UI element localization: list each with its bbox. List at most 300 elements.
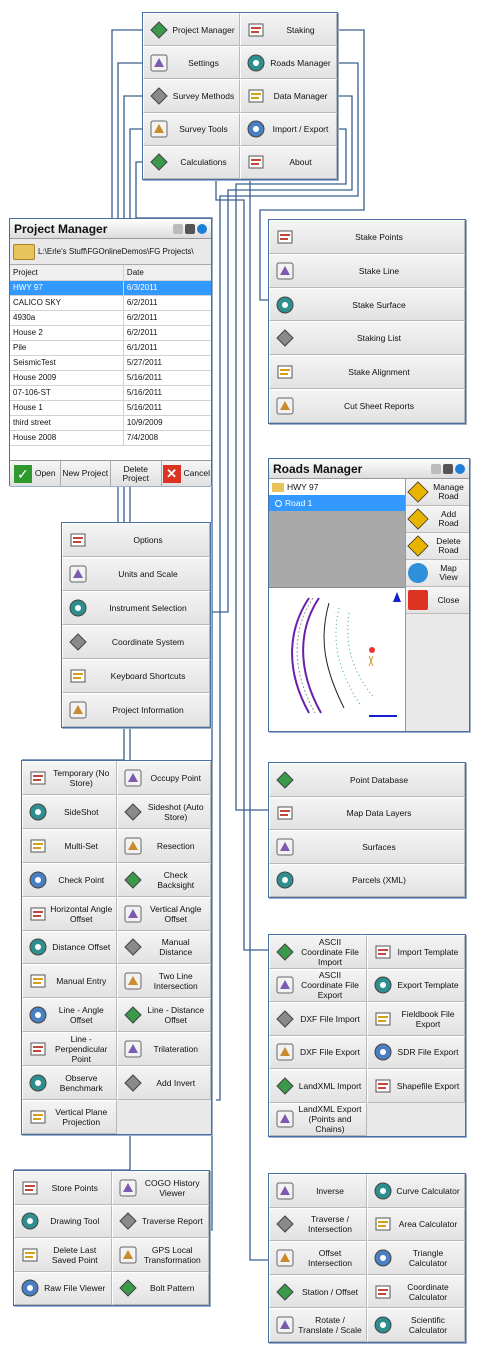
table-row[interactable] [10, 295, 211, 310]
window-title: Project Manager [14, 221, 108, 236]
menu-item-label: Stake Surface [352, 299, 406, 310]
menu-item-label: GPS Local Transformation [143, 1244, 201, 1265]
new-project-button[interactable]: New Project [61, 461, 112, 486]
units-and-scale-icon [66, 562, 90, 586]
sideshot-icon [26, 800, 50, 824]
menu-item-label: Stake Alignment [348, 367, 410, 378]
delete-last-saved-point-icon [18, 1243, 42, 1267]
survey-tools-menu [13, 1170, 210, 1306]
menu-item-label: Fieldbook File Export [401, 1008, 455, 1029]
check-point-button[interactable] [22, 863, 117, 897]
shapefile-export-button[interactable] [367, 1069, 465, 1103]
menu-item-label: Scientific Calculator [408, 1315, 448, 1336]
menu-item-label: Temporary (No Store) [53, 767, 110, 788]
folder-icon[interactable] [13, 244, 35, 260]
coordinate-calculator-icon [371, 1280, 395, 1304]
station-offset-button[interactable] [269, 1275, 367, 1309]
menu-item-label: Triangle Calculator [408, 1247, 448, 1268]
line-distance-offset-button[interactable] [117, 998, 212, 1032]
menu-item-label: Traverse Report [141, 1216, 203, 1227]
project-name-cell: SeismicTest [10, 355, 123, 370]
menu-item-label: Import Template [397, 946, 459, 957]
menu-item-label: Parcels (XML) [352, 875, 406, 886]
fieldbook-file-export-button[interactable] [367, 1002, 465, 1036]
rotate-translate-scale-button[interactable] [269, 1308, 367, 1342]
units-and-scale-button[interactable] [62, 557, 210, 591]
stake-line-button[interactable] [269, 254, 465, 288]
area-calculator-icon [371, 1212, 395, 1236]
project-name-cell: CALICO SKY [10, 295, 123, 310]
scientific-calculator-button[interactable] [367, 1308, 465, 1342]
manual-entry-icon [26, 969, 50, 993]
delete-last-saved-point-button[interactable] [14, 1238, 112, 1272]
staking-list-icon [273, 326, 297, 350]
table-row[interactable] [10, 310, 211, 325]
delete-project-button[interactable]: Delete Project [111, 461, 162, 486]
settings-button[interactable] [143, 46, 240, 79]
menu-item-label: Project Information [112, 705, 184, 715]
two-line-intersection-button[interactable] [117, 964, 212, 998]
store-points-button[interactable] [14, 1171, 112, 1205]
menu-item-label: Offset Intersection [308, 1247, 352, 1268]
staking-list-button[interactable] [269, 321, 465, 355]
menu-item-label: Roads Manager [270, 57, 331, 68]
line-distance-offset-icon [121, 1003, 145, 1027]
stake-points-icon [273, 225, 297, 249]
project-date-cell: 7/4/2008 [123, 430, 211, 445]
toolbox-icon [147, 117, 171, 141]
menu-item-label: Manual Entry [56, 976, 107, 987]
cogo-history-viewer-button[interactable] [112, 1171, 210, 1205]
project-name-cell: HWY 97 [10, 280, 123, 295]
menu-item-label: Survey Tools [179, 124, 228, 135]
landxml-export-points-and-chains-icon [273, 1107, 297, 1131]
add-invert-icon [121, 1071, 145, 1095]
export-template-icon [371, 973, 395, 997]
compass-icon [147, 84, 171, 108]
button-label: Map View [439, 563, 458, 582]
dxf-file-import-button[interactable] [269, 1002, 367, 1036]
menu-item-label: Options [133, 535, 163, 545]
help-icon[interactable] [197, 224, 207, 234]
keyboard-icon[interactable] [431, 464, 441, 474]
menu-item-label: Check Backsight [157, 869, 195, 890]
menu-item-label: Import / Export [272, 124, 329, 135]
traverse-report-button[interactable] [112, 1205, 210, 1239]
curve-calculator-button[interactable] [367, 1174, 465, 1208]
horizontal-angle-offset-icon [26, 902, 50, 926]
coordinate-system-icon [66, 630, 90, 654]
menu-item-label: Distance Offset [52, 942, 111, 953]
menu-item-label: Coordinate System [111, 637, 185, 647]
tools-icon [147, 51, 171, 75]
trilateration-icon [121, 1037, 145, 1061]
path-bar[interactable] [10, 239, 211, 265]
folder-path: L:\Erle's Stuff\FGOnlineDemos\FG Projects\ [38, 247, 194, 256]
check-backsight-icon [121, 868, 145, 892]
import-template-button[interactable] [367, 935, 465, 969]
menu-item-label: Units and Scale [118, 569, 178, 579]
menu-item-label: Line - Distance Offset [147, 1005, 205, 1026]
dxf-file-export-button[interactable] [269, 1036, 367, 1070]
project-name-cell: 07-106-ST [10, 385, 123, 400]
menu-item-label: Inverse [316, 1185, 344, 1196]
line-angle-offset-icon [26, 1003, 50, 1027]
close-icon: ✕ [163, 465, 181, 483]
two-line-intersection-icon [121, 969, 145, 993]
gps-local-transformation-icon [116, 1243, 140, 1267]
cancel-button[interactable]: ✕ Cancel [162, 461, 212, 486]
menu-item-label: Data Manager [273, 90, 328, 101]
table-row[interactable] [10, 415, 211, 430]
scientific-calculator-icon [371, 1313, 395, 1337]
resection-button[interactable] [117, 829, 212, 863]
roads-manager-window [268, 458, 470, 732]
sideshot-button[interactable] [22, 795, 117, 829]
export-template-button[interactable] [367, 969, 465, 1003]
dxf-file-export-icon [273, 1040, 297, 1064]
offset-intersection-button[interactable] [269, 1241, 367, 1275]
window-title: Roads Manager [273, 461, 363, 476]
menu-item-label: Stake Line [358, 265, 400, 276]
folder-icon [272, 483, 284, 492]
menu-item-label: Station / Offset [301, 1286, 359, 1297]
staking-button[interactable] [240, 13, 337, 46]
project-information-icon [66, 698, 90, 722]
point-database-button[interactable] [269, 763, 465, 797]
survey-tools-button[interactable] [143, 113, 240, 146]
gps-local-transformation-button[interactable] [112, 1238, 210, 1272]
menu-item-label: Staking [286, 24, 315, 35]
project-date-cell: 5/16/2011 [123, 400, 211, 415]
curve-calculator-icon [371, 1179, 395, 1203]
menu-item-label: Horizontal Angle Offset [50, 903, 113, 924]
traverse-intersection-button[interactable] [269, 1208, 367, 1242]
parcels-xml-icon [273, 868, 297, 892]
button-label: Add Road [438, 509, 459, 528]
cut-sheet-reports-icon [273, 394, 297, 418]
menu-item-label: Sideshot (Auto Store) [147, 801, 204, 822]
manual-distance-icon [121, 935, 145, 959]
table-row[interactable] [10, 430, 211, 445]
column-header-date[interactable]: Date [123, 265, 211, 280]
main-menu [142, 12, 338, 180]
menu-item-label: Vertical Plane Projection [55, 1107, 108, 1128]
import-export-icon [244, 117, 268, 141]
menu-item-label: Surfaces [362, 841, 396, 852]
menu-item-label: Instrument Selection [109, 603, 187, 613]
cut-sheet-reports-button[interactable] [269, 389, 465, 423]
menu-item-label: Store Points [51, 1182, 98, 1193]
bolt-pattern-icon [116, 1276, 140, 1300]
add-road-button[interactable] [406, 506, 469, 533]
survey-methods-button[interactable] [143, 79, 240, 112]
ascii-coordinate-file-import-button[interactable] [269, 935, 367, 969]
distance-offset-icon [26, 935, 50, 959]
menu-item-label: Map Data Layers [346, 808, 412, 819]
title-bar [10, 219, 211, 239]
stake-alignment-icon [273, 360, 297, 384]
menu-item-label: Multi-Set [64, 840, 99, 851]
rotate-translate-scale-icon [273, 1313, 297, 1337]
ascii-coordinate-file-export-button[interactable] [269, 969, 367, 1003]
tree-road-item[interactable]: Road 1 [269, 495, 405, 511]
trilateration-button[interactable] [117, 1032, 212, 1066]
menu-item-label: SideShot [64, 806, 99, 817]
triangle-calculator-button[interactable] [367, 1241, 465, 1275]
temporary-no-store-icon [26, 766, 50, 790]
distance-offset-button[interactable] [22, 931, 117, 965]
column-header-project[interactable]: Project [10, 265, 123, 280]
map-data-layers-button[interactable] [269, 797, 465, 831]
triangle-calculator-icon [371, 1246, 395, 1270]
project-information-button[interactable] [62, 693, 210, 727]
menu-item-label: DXF File Export [300, 1047, 360, 1058]
project-name-cell: 4930a [10, 310, 123, 325]
road-tree[interactable] [269, 479, 405, 587]
sideshot-auto-store-icon [121, 800, 145, 824]
menu-item-label: Raw File Viewer [44, 1283, 106, 1294]
help-icon[interactable] [455, 464, 465, 474]
raw-file-viewer-icon [18, 1276, 42, 1300]
menu-item-label: Area Calculator [398, 1219, 458, 1230]
observe-benchmark-icon [26, 1071, 50, 1095]
sideshot-auto-store-button[interactable] [117, 795, 212, 829]
table-row[interactable] [10, 325, 211, 340]
project-date-cell: 6/2/2011 [123, 325, 211, 340]
menu-item-label: Project Manager [172, 24, 235, 35]
line-angle-offset-button[interactable] [22, 998, 117, 1032]
menu-item-label: Stake Points [355, 231, 403, 242]
inverse-button[interactable] [269, 1174, 367, 1208]
menu-item-label: Keyboard Shortcuts [110, 671, 186, 681]
surfaces-icon [273, 835, 297, 859]
project-table [10, 265, 211, 446]
menu-item-label: Curve Calculator [396, 1185, 460, 1196]
open-button[interactable]: ✓ Open [10, 461, 61, 486]
table-row[interactable] [10, 355, 211, 370]
menu-item-label: LandXML Import [298, 1080, 362, 1091]
menu-item-label: DXF File Import [300, 1013, 360, 1024]
ok-icon[interactable] [185, 224, 195, 234]
check-point-icon [26, 868, 50, 892]
point-database-icon [273, 768, 297, 792]
landxml-import-button[interactable] [269, 1069, 367, 1103]
vertical-plane-projection-button[interactable] [22, 1100, 117, 1134]
delete-road-button[interactable] [406, 533, 469, 560]
settings-menu [61, 522, 211, 728]
project-name-cell: House 1 [10, 400, 123, 415]
menu-item-label: Two Line Intersection [153, 971, 198, 992]
cogo-history-viewer-icon [116, 1176, 140, 1200]
import-export-button[interactable] [240, 113, 337, 146]
sdr-file-export-icon [371, 1040, 395, 1064]
add-road-icon [407, 508, 428, 529]
road-icon [275, 500, 282, 507]
menu-item-label: Calculations [180, 157, 227, 168]
bolt-pattern-button[interactable] [112, 1272, 210, 1306]
menu-item-label: Check Point [58, 874, 105, 885]
ascii-coordinate-file-export-icon [273, 973, 297, 997]
occupy-point-icon [121, 766, 145, 790]
project-date-cell: 5/16/2011 [123, 385, 211, 400]
horizontal-angle-offset-button[interactable] [22, 897, 117, 931]
menu-item-label: LandXML Export (Points and Chains) [298, 1104, 362, 1135]
table-row[interactable] [10, 400, 211, 415]
multi-set-icon [26, 834, 50, 858]
road-map-preview[interactable] [269, 587, 405, 731]
close-icon [408, 590, 428, 610]
drawing-tool-button[interactable] [14, 1205, 112, 1239]
add-invert-button[interactable] [117, 1066, 212, 1100]
project-name-cell: House 2009 [10, 370, 123, 385]
menu-item-label: Resection [156, 840, 195, 851]
button-label: Manage Road [433, 482, 464, 501]
menu-item-label: ASCII Coordinate File Export [301, 970, 359, 1001]
coordinate-calculator-button[interactable] [367, 1275, 465, 1309]
about-button[interactable] [240, 146, 337, 179]
menu-item-label: Drawing Tool [50, 1216, 100, 1227]
line-perpendicular-point-button[interactable] [22, 1032, 117, 1066]
area-calculator-button[interactable] [367, 1208, 465, 1242]
staking-menu [268, 219, 466, 424]
manage-road-icon [407, 481, 428, 502]
dxf-file-import-icon [273, 1007, 297, 1031]
stake-surface-button[interactable] [269, 288, 465, 322]
project-date-cell: 6/2/2011 [123, 295, 211, 310]
import-export-menu [268, 934, 466, 1137]
instrument-selection-button[interactable] [62, 591, 210, 625]
delete-road-icon [407, 535, 428, 556]
road-map-drawing [269, 588, 405, 726]
table-row[interactable] [10, 280, 211, 295]
table-row[interactable] [10, 370, 211, 385]
landxml-export-points-and-chains-button[interactable] [269, 1103, 367, 1137]
calculations-menu [268, 1173, 466, 1343]
instrument-selection-icon [66, 596, 90, 620]
manual-distance-button[interactable] [117, 931, 212, 965]
project-manager-button[interactable] [143, 13, 240, 46]
keyboard-shortcuts-icon [66, 664, 90, 688]
menu-item-label: Line - Perpendicular Point [55, 1034, 108, 1065]
menu-item-label: COGO History Viewer [144, 1177, 200, 1198]
project-name-cell: Pile [10, 340, 123, 355]
manage-road-button[interactable] [406, 479, 469, 506]
menu-item-label: Settings [188, 57, 219, 68]
occupy-point-button[interactable] [117, 761, 212, 795]
road-sign-icon [244, 51, 268, 75]
stake-surface-icon [273, 293, 297, 317]
menu-item-label: About [289, 157, 312, 168]
stake-points-button[interactable] [269, 220, 465, 254]
resection-icon [121, 834, 145, 858]
project-date-cell: 6/3/2011 [123, 280, 211, 295]
parcels-xml-button[interactable] [269, 864, 465, 898]
table-row[interactable] [10, 385, 211, 400]
import-template-icon [371, 940, 395, 964]
inverse-icon [273, 1179, 297, 1203]
observe-benchmark-button[interactable] [22, 1066, 117, 1100]
options-button[interactable] [62, 523, 210, 557]
coordinate-system-button[interactable] [62, 625, 210, 659]
map-data-layers-icon [273, 801, 297, 825]
check-backsight-button[interactable] [117, 863, 212, 897]
stake-alignment-button[interactable] [269, 355, 465, 389]
vertical-angle-offset-button[interactable] [117, 897, 212, 931]
menu-item-label: Point Database [349, 774, 409, 785]
globe-icon [408, 563, 428, 583]
manual-entry-button[interactable] [22, 964, 117, 998]
button-label: Close [437, 594, 460, 605]
checkmark-icon: ✓ [14, 465, 32, 483]
ok-icon[interactable] [443, 464, 453, 474]
traverse-intersection-icon [273, 1212, 297, 1236]
menu-item-label: Vertical Angle Offset [149, 903, 202, 924]
tree-folder[interactable]: HWY 97 [269, 479, 405, 495]
drawing-tool-icon [18, 1209, 42, 1233]
project-name-cell: third street [10, 415, 123, 430]
line-perpendicular-point-icon [26, 1037, 50, 1061]
sdr-file-export-button[interactable] [367, 1036, 465, 1070]
menu-item-label: Observe Benchmark [59, 1073, 103, 1094]
data-sheet-icon [244, 84, 268, 108]
calculations-button[interactable] [143, 146, 240, 179]
menu-item-label: Export Template [397, 980, 459, 991]
raw-file-viewer-button[interactable] [14, 1272, 112, 1306]
stake-line-icon [273, 259, 297, 283]
map-view-button[interactable] [406, 560, 469, 587]
data-manager-button[interactable] [240, 79, 337, 112]
menu-item-label: Trilateration [153, 1044, 199, 1055]
store-points-icon [18, 1176, 42, 1200]
menu-item-label: Cut Sheet Reports [344, 401, 414, 412]
roads-manager-button[interactable] [240, 46, 337, 79]
surfaces-button[interactable] [269, 830, 465, 864]
close-button[interactable] [406, 587, 469, 614]
temporary-no-store-button[interactable] [22, 761, 117, 795]
station-offset-icon [273, 1280, 297, 1304]
ascii-coordinate-file-import-icon [273, 940, 297, 964]
data-manager-menu [268, 762, 466, 898]
traverse-report-icon [116, 1209, 140, 1233]
menu-item-label: ASCII Coordinate File Import [301, 936, 359, 967]
project-date-cell: 5/27/2011 [123, 355, 211, 370]
menu-item-label: SDR File Export [397, 1047, 459, 1058]
multi-set-button[interactable] [22, 829, 117, 863]
folder-icon [147, 18, 171, 42]
offset-intersection-icon [273, 1246, 297, 1270]
survey-methods-menu [21, 760, 212, 1135]
keyboard-icon[interactable] [173, 224, 183, 234]
project-date-cell: 6/2/2011 [123, 310, 211, 325]
menu-item-label: Line - Angle Offset [58, 1005, 104, 1026]
menu-item-label: Bolt Pattern [150, 1283, 195, 1294]
keyboard-shortcuts-button[interactable] [62, 659, 210, 693]
menu-item-label: Traverse / Intersection [308, 1214, 352, 1235]
project-date-cell: 6/1/2011 [123, 340, 211, 355]
menu-item-label: Survey Methods [172, 90, 235, 101]
landxml-import-icon [273, 1074, 297, 1098]
table-row[interactable] [10, 340, 211, 355]
menu-item-label: Shapefile Export [396, 1080, 460, 1091]
calculator-icon [147, 150, 171, 174]
menu-item-label: Occupy Point [150, 772, 202, 783]
project-date-cell: 10/9/2009 [123, 415, 211, 430]
shapefile-export-icon [371, 1074, 395, 1098]
project-name-cell: House 2008 [10, 430, 123, 445]
menu-item-label: Staking List [357, 333, 401, 344]
menu-item-label: Add Invert [156, 1078, 196, 1089]
